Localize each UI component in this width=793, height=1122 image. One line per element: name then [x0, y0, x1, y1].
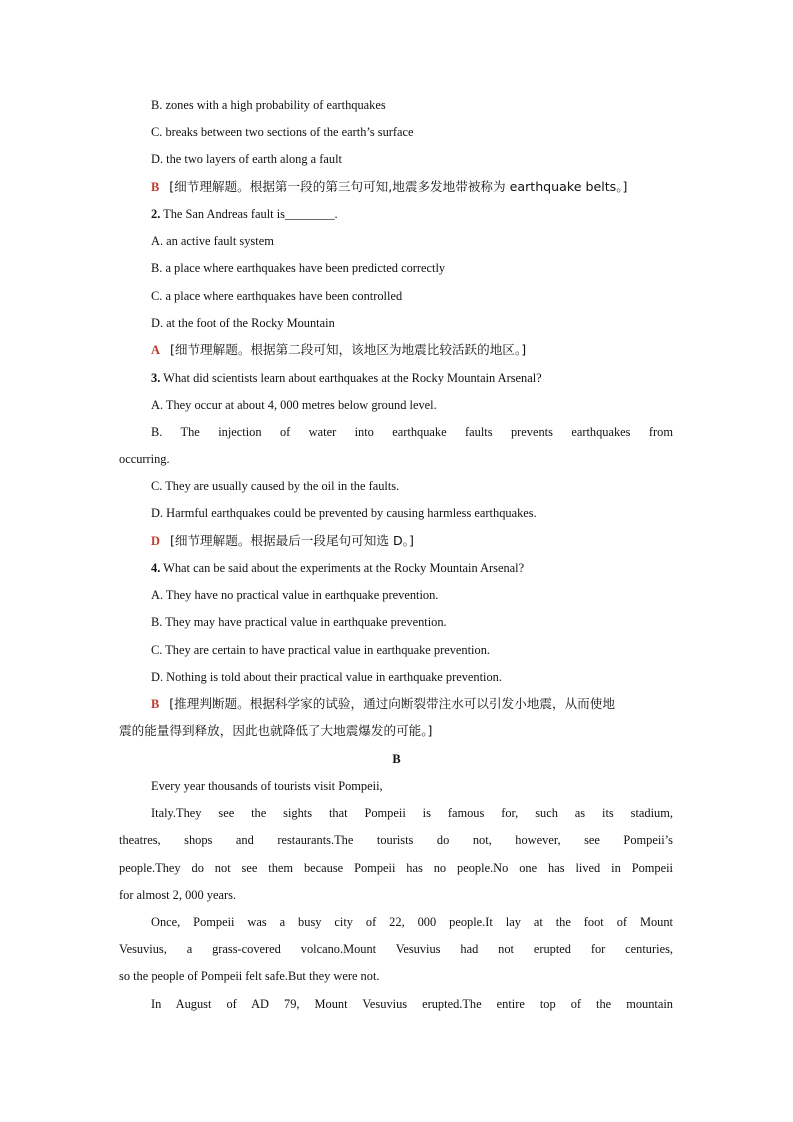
q4-stem	[151, 560, 524, 576]
q4-answer-letter: B	[151, 697, 160, 711]
passage-p2-line4: for almost 2, 000 years.	[119, 888, 236, 902]
q3-answer	[151, 533, 414, 549]
q4-option-a: A. They have no practical value in earthquake prevention.	[151, 588, 439, 602]
q4-answer-explanation-line2: 震的能量得到释放，因此也就降低了大地震爆发的可能。]	[119, 723, 433, 738]
q4-option-c: C. They are certain to have practical value in earthquake prevention.	[151, 643, 490, 657]
passage-p3-line2: Vesuvius, a grass-covered volcano.Mount Vesuvius had not erupted for centuries,	[119, 942, 673, 956]
q2-option-b: B. a place where earthquakes have been predicted correctly	[151, 261, 446, 275]
q1-answer-letter: B	[151, 180, 160, 194]
q2-option-c: C. a place where earthquakes have been controlled	[151, 289, 403, 303]
q4-option-d: D. Nothing is told about their practical value in earthquake prevention.	[151, 670, 502, 684]
q1-option-b: B. zones with a high probability of earthquakes	[151, 98, 386, 112]
q3-stem	[151, 370, 542, 386]
q2-option-d: D. at the foot of the Rocky Mountain	[151, 316, 335, 330]
q2-stem	[151, 206, 338, 222]
q3-option-a: A. They occur at about 4, 000 metres below ground level.	[151, 398, 437, 412]
q2-answer-explanation: [细节理解题。根据第二段可知，该地区为地震比较活跃的地区。]	[169, 342, 527, 357]
q3-number: 3.	[151, 371, 161, 385]
q4-option-b: B. They may have practical value in earthquake prevention.	[151, 615, 447, 629]
passage-p3-line3: so the people of Pompeii felt safe.But they were not.	[119, 969, 380, 983]
passage-p2-line2: theatres, shops and restaurants.The tourists do not, however, see Pompeii’s	[119, 833, 673, 847]
q2-option-a: A. an active fault system	[151, 234, 274, 248]
q3-stem-text: What did scientists learn about earthquakes at the Rocky Mountain Arsenal?	[160, 371, 542, 385]
q1-answer-explanation: [细节理解题。根据第一段的第三句可知,地震多发地带被称为 earthquake belts。]	[169, 179, 628, 194]
q4-answer-explanation-line1: [推理判断题。根据科学家的试验，通过向断裂带注水可以引发小地震，从而使地	[169, 696, 615, 711]
passage-p1-line1: Every year thousands of tourists visit Pompeii,	[151, 779, 383, 793]
q1-option-c: C. breaks between two sections of the earth’s surface	[151, 125, 414, 139]
q1-option-d: D. the two layers of earth along a fault	[151, 152, 342, 166]
q1-answer	[151, 179, 627, 195]
q4-answer	[151, 696, 615, 712]
section-heading: B	[392, 752, 401, 766]
q2-stem-text: The San Andreas fault is________.	[160, 207, 338, 221]
q3-option-b-line1: B. The injection of water into earthquake faults prevents earthquakes from	[151, 425, 673, 439]
q3-option-c: C. They are usually caused by the oil in the faults.	[151, 479, 400, 493]
passage-p2-line1: Italy.They see the sights that Pompeii is famous for, such as its stadium,	[151, 806, 673, 820]
passage-p2-line3: people.They do not see them because Pompeii has no people.No one has lived in Pompeii	[119, 861, 673, 875]
q3-answer-letter: D	[151, 534, 160, 548]
q2-number: 2.	[151, 207, 161, 221]
q4-number: 4.	[151, 561, 161, 575]
q2-answer	[151, 342, 526, 358]
q4-stem-text: What can be said about the experiments at the Rocky Mountain Arsenal?	[160, 561, 525, 575]
q2-answer-letter: A	[151, 343, 160, 357]
q3-answer-explanation: [细节理解题。根据最后一段尾句可知选 D。]	[169, 533, 414, 548]
passage-p3-line1: Once, Pompeii was a busy city of 22, 000 people.It lay at the foot of Mount	[151, 915, 673, 929]
q3-option-d: D. Harmful earthquakes could be prevented by causing harmless earthquakes.	[151, 506, 537, 520]
q3-option-b-line2: occurring.	[119, 452, 170, 466]
passage-p4-line1: In August of AD 79, Mount Vesuvius erupted.The entire top of the mountain	[151, 997, 673, 1011]
